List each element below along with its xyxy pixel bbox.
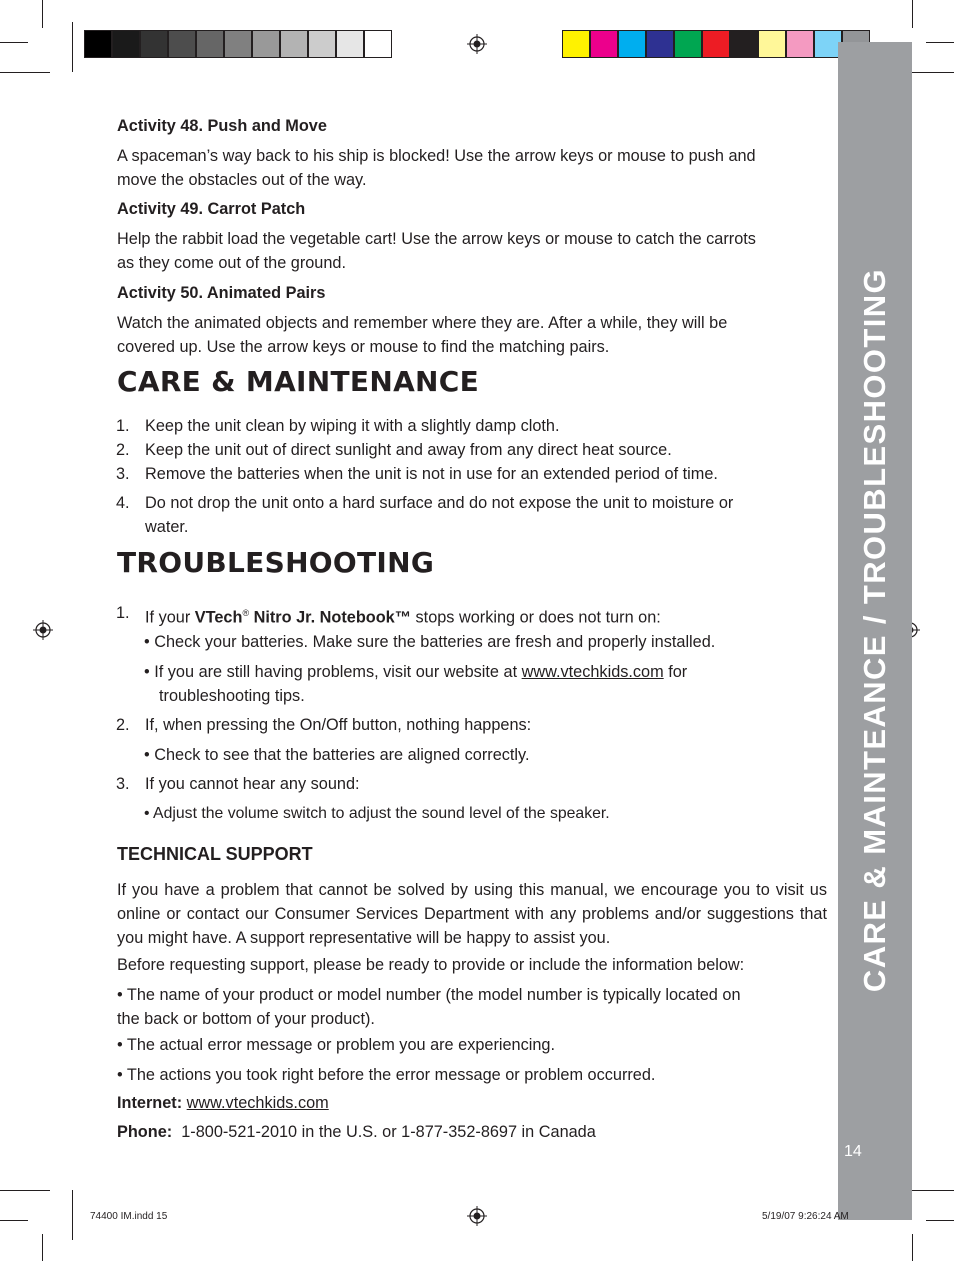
color-swatch xyxy=(168,30,196,58)
activity-title: Activity 48. Push and Move xyxy=(117,117,327,135)
bullet-item: • Check your batteries. Make sure the batteries are fresh and properly installed. xyxy=(144,633,716,651)
crop-mark xyxy=(0,1190,50,1191)
color-swatch xyxy=(702,30,730,58)
crop-mark xyxy=(42,0,43,28)
page-number: 14 xyxy=(844,1143,862,1160)
color-bar xyxy=(562,30,870,58)
registration-mark-icon xyxy=(467,1206,487,1226)
color-swatch xyxy=(280,30,308,58)
color-swatch xyxy=(112,30,140,58)
list-item: Do not drop the unit onto a hard surface and do not expose the unit to moisture or xyxy=(145,494,734,512)
list-item: Keep the unit clean by wiping it with a slightly damp cloth. xyxy=(145,417,560,435)
crop-mark xyxy=(912,0,913,28)
color-swatch xyxy=(140,30,168,58)
crop-mark xyxy=(0,42,28,43)
phone-line: Phone: 1-800-521-2010 in the U.S. or 1-877-352-8697 in Canada xyxy=(117,1123,596,1141)
website-link[interactable]: www.vtechkids.com xyxy=(186,1094,329,1112)
bullet-item: • Adjust the volume switch to adjust the sound level of the speaker. xyxy=(144,805,610,822)
activity-description: covered up. Use the arrow keys or mouse to find the matching pairs. xyxy=(117,338,610,356)
support-paragraph: Before requesting support, please be ready to provide or include the information below: xyxy=(117,956,745,974)
registration-mark-icon xyxy=(467,34,487,54)
crop-mark xyxy=(912,1234,913,1261)
activity-description: A spaceman’s way back to his ship is blocked! Use the arrow keys or mouse to push and xyxy=(117,147,756,165)
internet-line: Internet: www.vtechkids.com xyxy=(117,1094,329,1112)
color-swatch xyxy=(730,30,758,58)
list-item: Remove the batteries when the unit is not in use for an extended period of time. xyxy=(145,465,718,483)
activity-description: Help the rabbit load the vegetable cart! Use the arrow keys or mouse to catch the carrots xyxy=(117,230,756,248)
file-slug: 74400 IM.indd 15 xyxy=(90,1211,168,1222)
list-number: 1. xyxy=(116,417,130,435)
support-paragraph: If you have a problem that cannot be solved by using this manual, we encourage you to visit us online or contact our Consumer Services Department with any problems and/or suggestions that you might have. A support representative will be happy to assist you. xyxy=(117,881,827,947)
activity-description: move the obstacles out of the way. xyxy=(117,171,367,189)
color-swatch xyxy=(562,30,590,58)
registration-mark-icon xyxy=(33,620,53,640)
website-link[interactable]: www.vtechkids.com xyxy=(521,663,664,681)
bullet-item: • Check to see that the batteries are aligned correctly. xyxy=(144,746,530,764)
crop-mark xyxy=(42,1234,43,1261)
bullet-item: • If you are still having problems, visit our website at www.vtechkids.com for xyxy=(144,663,688,681)
color-swatch xyxy=(590,30,618,58)
crop-mark xyxy=(72,22,73,72)
color-swatch xyxy=(618,30,646,58)
bullet-item: • The actions you took right before the error message or problem occurred. xyxy=(117,1066,656,1084)
timestamp-slug: 5/19/07 9:26:24 AM xyxy=(762,1211,849,1222)
crop-mark xyxy=(72,1190,73,1240)
color-swatch xyxy=(674,30,702,58)
color-swatch xyxy=(224,30,252,58)
bullet-item: • The name of your product or model number (the model number is typically located on xyxy=(117,986,741,1004)
bullet-item: • The actual error message or problem you are experiencing. xyxy=(117,1036,555,1054)
color-swatch xyxy=(336,30,364,58)
list-item: water. xyxy=(145,518,189,536)
list-item: Keep the unit out of direct sunlight and away from any direct heat source. xyxy=(145,441,672,459)
care-maintenance-heading: CARE & MAINTENANCE xyxy=(117,365,480,398)
color-swatch xyxy=(364,30,392,58)
color-swatch xyxy=(786,30,814,58)
technical-support-heading: TECHNICAL SUPPORT xyxy=(117,844,313,864)
color-swatch xyxy=(196,30,224,58)
list-number: 2. xyxy=(116,716,130,734)
troubleshooting-heading: TROUBLESHOOTING xyxy=(117,546,435,579)
list-item: If you cannot hear any sound: xyxy=(145,775,360,793)
crop-mark xyxy=(0,1220,28,1221)
sidebar-title: CARE & MAINTEANCE / TROUBLESHOOTING xyxy=(857,267,892,993)
bullet-item: troubleshooting tips. xyxy=(159,687,305,705)
gray-color-bar xyxy=(84,30,392,58)
crop-mark xyxy=(926,1220,954,1221)
list-number: 2. xyxy=(116,441,130,459)
list-item: If, when pressing the On/Off button, nothing happens: xyxy=(145,716,532,734)
list-number: 4. xyxy=(116,494,130,512)
color-swatch xyxy=(646,30,674,58)
crop-mark xyxy=(926,42,954,43)
activity-description: as they come out of the ground. xyxy=(117,254,346,272)
list-item: If your VTech® Nitro Jr. Notebook™ stops working or does not turn on: xyxy=(145,608,661,627)
activity-title: Activity 50. Animated Pairs xyxy=(117,284,326,302)
list-number: 1. xyxy=(116,604,130,622)
activity-title: Activity 49. Carrot Patch xyxy=(117,200,306,218)
list-number: 3. xyxy=(116,775,130,793)
color-swatch xyxy=(252,30,280,58)
list-number: 3. xyxy=(116,465,130,483)
activity-description: Watch the animated objects and remember where they are. After a while, they will be xyxy=(117,314,728,332)
color-swatch xyxy=(84,30,112,58)
color-swatch xyxy=(308,30,336,58)
crop-mark xyxy=(0,72,50,73)
bullet-item: the back or bottom of your product). xyxy=(117,1010,375,1028)
color-swatch xyxy=(758,30,786,58)
